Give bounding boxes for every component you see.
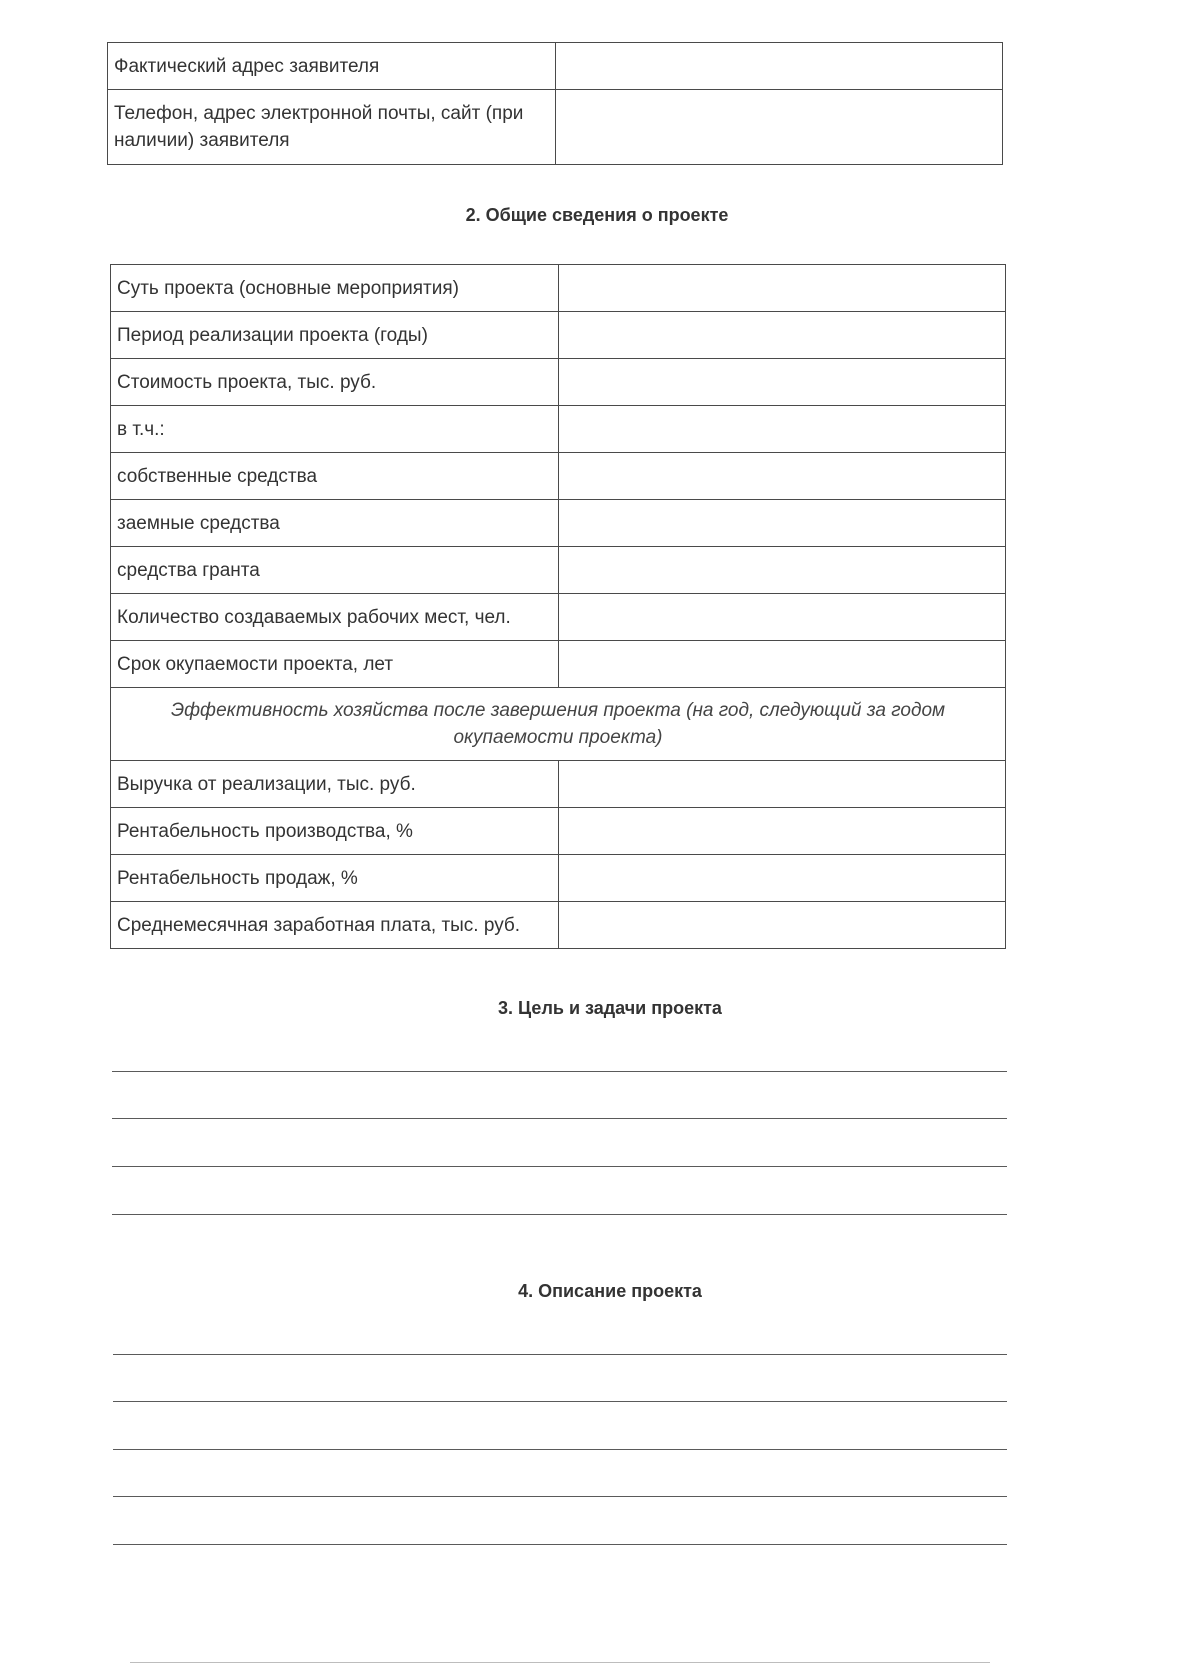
section-4-blank-line[interactable]	[113, 1496, 1007, 1497]
row-value-jobs[interactable]	[558, 594, 1006, 641]
table-row	[111, 761, 1006, 808]
table-row	[111, 453, 1006, 500]
table-row	[111, 359, 1006, 406]
row-label-avg-salary: Среднемесячная заработная плата, тыс. руб.	[111, 902, 559, 949]
row-value-actual-address[interactable]	[555, 43, 1003, 90]
row-value-contacts[interactable]	[555, 90, 1003, 165]
table-row	[111, 500, 1006, 547]
row-value-payback[interactable]	[558, 641, 1006, 688]
table-row	[108, 90, 1003, 165]
row-label-borrowed-funds: заемные средства	[111, 500, 559, 547]
table-row	[111, 808, 1006, 855]
row-label-actual-address: Фактический адрес заявителя	[108, 43, 556, 90]
efficiency-header: Эффективность хозяйства после завершения проекта (на год, следующий за годом окупаемости проекта)	[111, 688, 1006, 761]
row-value-project-essence[interactable]	[558, 265, 1006, 312]
table-row	[111, 406, 1006, 453]
project-info-table	[110, 264, 1006, 949]
row-value-grant-funds[interactable]	[558, 547, 1006, 594]
section-3-blank-line[interactable]	[112, 1071, 1007, 1072]
section-4-heading: 4. Описание проекта	[518, 1281, 702, 1301]
row-label-production-profitability: Рентабельность производства, %	[111, 808, 559, 855]
section-4-blank-line[interactable]	[113, 1354, 1007, 1355]
row-label-period: Период реализации проекта (годы)	[111, 312, 559, 359]
row-value-sales-profitability[interactable]	[558, 855, 1006, 902]
row-label-own-funds: собственные средства	[111, 453, 559, 500]
table-row	[111, 641, 1006, 688]
page-bottom-rule	[130, 1662, 990, 1663]
section-3-heading: 3. Цель и задачи проекта	[498, 998, 722, 1018]
row-label-cost: Стоимость проекта, тыс. руб.	[111, 359, 559, 406]
row-value-cost[interactable]	[558, 359, 1006, 406]
table-row	[111, 547, 1006, 594]
row-value-avg-salary[interactable]	[558, 902, 1006, 949]
row-value-revenue[interactable]	[558, 761, 1006, 808]
row-label-sales-profitability: Рентабельность продаж, %	[111, 855, 559, 902]
row-label-project-essence: Суть проекта (основные мероприятия)	[111, 265, 559, 312]
table-row	[111, 688, 1006, 761]
row-label-revenue: Выручка от реализации, тыс. руб.	[111, 761, 559, 808]
row-label-including: в т.ч.:	[111, 406, 559, 453]
table-row	[111, 265, 1006, 312]
section-4-blank-line[interactable]	[113, 1544, 1007, 1545]
table-row	[111, 855, 1006, 902]
section-3-blank-line[interactable]	[112, 1214, 1007, 1215]
row-label-payback: Срок окупаемости проекта, лет	[111, 641, 559, 688]
table-row	[111, 312, 1006, 359]
table-row	[111, 902, 1006, 949]
table-row	[108, 43, 1003, 90]
applicant-table	[107, 42, 1003, 165]
section-4-blank-line[interactable]	[113, 1449, 1007, 1450]
row-label-grant-funds: средства гранта	[111, 547, 559, 594]
row-value-own-funds[interactable]	[558, 453, 1006, 500]
section-4-blank-line[interactable]	[113, 1401, 1007, 1402]
row-label-jobs: Количество создаваемых рабочих мест, чел.	[111, 594, 559, 641]
row-label-contacts: Телефон, адрес электронной почты, сайт (при наличии) заявителя	[108, 90, 556, 165]
row-value-borrowed-funds[interactable]	[558, 500, 1006, 547]
row-value-production-profitability[interactable]	[558, 808, 1006, 855]
section-3-blank-line[interactable]	[112, 1166, 1007, 1167]
section-3-blank-line[interactable]	[112, 1118, 1007, 1119]
table-row	[111, 594, 1006, 641]
row-value-including[interactable]	[558, 406, 1006, 453]
row-value-period[interactable]	[558, 312, 1006, 359]
section-2-heading: 2. Общие сведения о проекте	[465, 205, 729, 225]
